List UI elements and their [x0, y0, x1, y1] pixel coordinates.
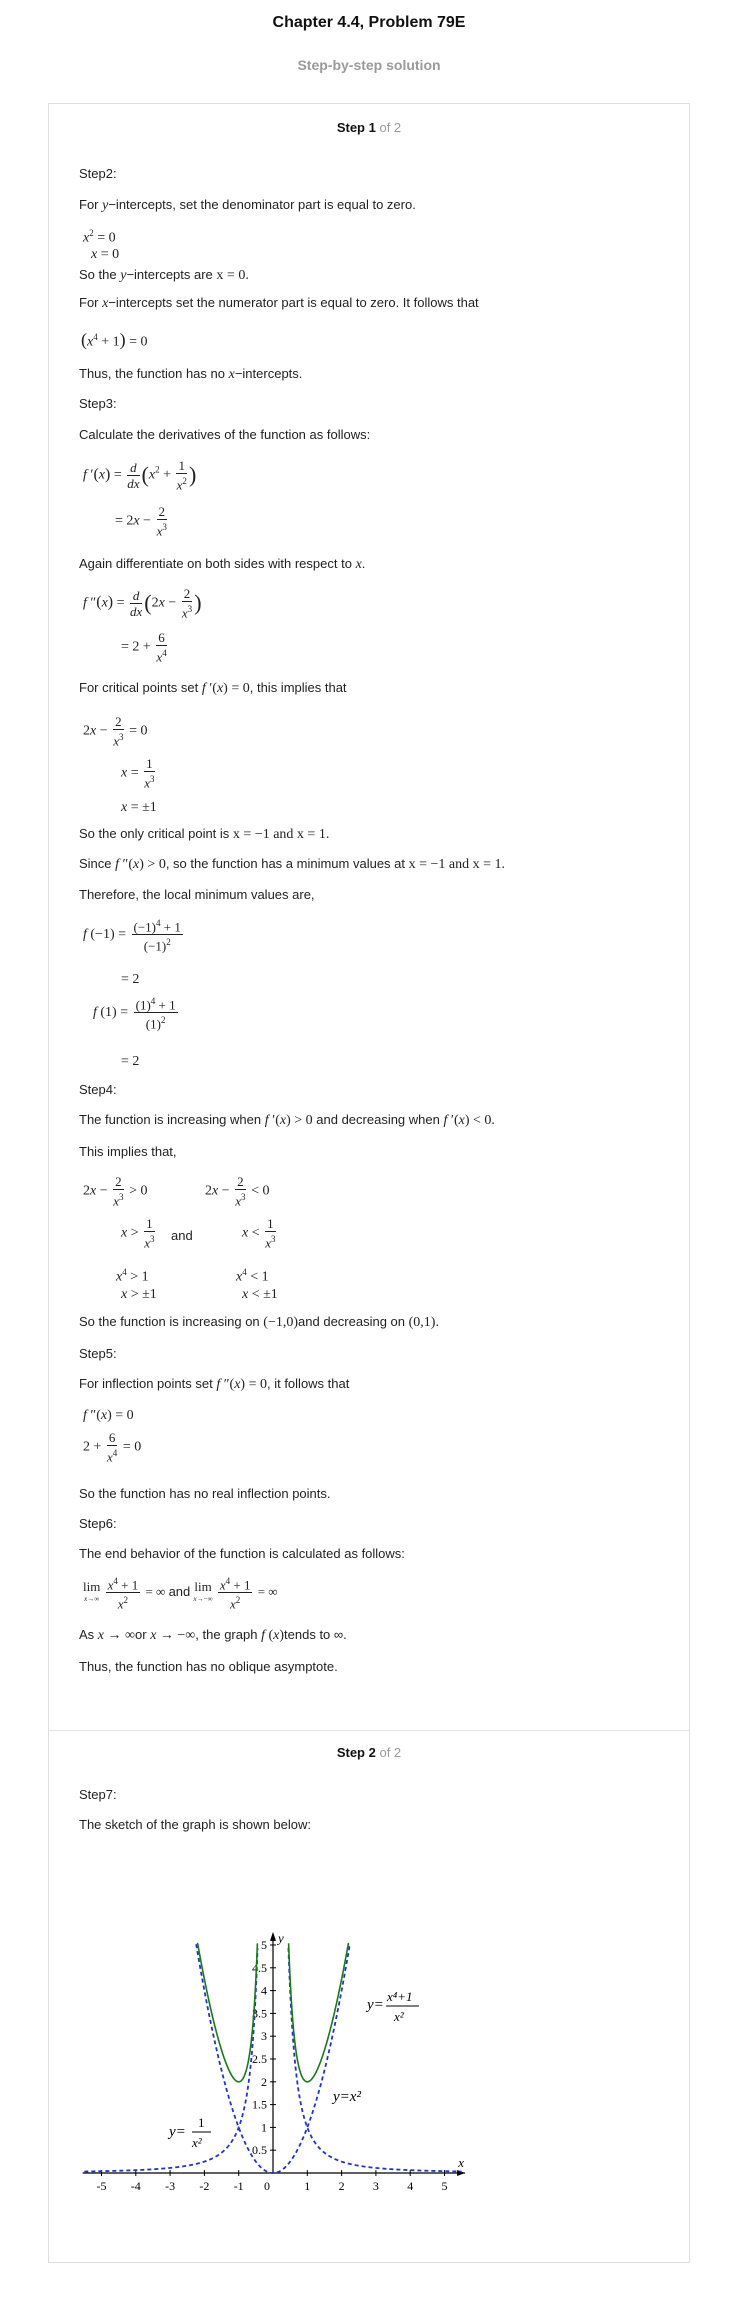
y-tick-label: 1 [261, 2120, 267, 2135]
eq-limits: lim x→∞ $\frac{x^4 + 1}{x^2}$ = ∞ and lim x→−∞ $\frac{x^4 + 1}{x^2}$ = ∞ [83, 1576, 278, 1612]
var-y: y [120, 268, 127, 283]
x-tick-label: 1 [304, 2179, 311, 2193]
text: and decreasing when [316, 1112, 440, 1127]
eq-ineq-right-2: x < $\frac{1}{x^3}$ [242, 1216, 276, 1251]
and-word: and [171, 1228, 193, 1243]
step-2-label: Step 2 [336, 1745, 376, 1760]
increasing-condition [79, 1112, 495, 1129]
text: Since [79, 856, 112, 871]
step-1-label: Step 1 [336, 120, 376, 135]
text: For [79, 295, 99, 310]
var-x: x [102, 296, 109, 311]
math: f ′(x) > 0 [264, 1113, 313, 1128]
step5-heading: Step5: [79, 1346, 117, 1361]
annotation-x-squared: y=x² [333, 2089, 361, 2105]
text: The function is increasing when [79, 1112, 262, 1127]
math: x → −∞ [150, 1628, 196, 1643]
y-tick-label: 5 [261, 1938, 267, 1952]
math: x = −1 and x = 1. [408, 857, 506, 872]
step-2-card [48, 1730, 690, 2263]
var-x: x [355, 557, 362, 572]
text: For [79, 197, 99, 212]
text: , the graph [195, 1627, 258, 1642]
step-1-header [49, 120, 689, 135]
x-tick-label: 4 [407, 2179, 414, 2193]
text: As [79, 1627, 95, 1642]
text: So the only critical point is [79, 826, 230, 841]
calc-derivatives-text: Calculate the derivatives of the function as follows: [79, 427, 371, 442]
eq-ineq-right-4: x < ±1 [242, 1287, 278, 1302]
eq-inflection-1: f ″(x) = 0 [83, 1408, 134, 1423]
critical-points-instruction [79, 680, 347, 697]
y-tick-label: 2.5 [252, 2052, 267, 2066]
eq-numerator-zero: $(x^4 + 1) = 0$ [81, 329, 148, 350]
annotation-f-prefix: y= [367, 1997, 384, 2013]
x-tick-label: -1 [233, 2179, 244, 2193]
eq-f-minus-1-result: = 2 [121, 972, 140, 987]
text: For critical points set [79, 680, 199, 695]
text: tends to ∞. [284, 1627, 347, 1642]
page-title: Chapter 4.4, Problem 79E [272, 14, 466, 31]
no-inflection-points: So the function has no real inflection points. [79, 1486, 331, 1501]
math: (0,1). [408, 1315, 439, 1330]
y-tick-label: 3.5 [252, 2006, 267, 2021]
x-tick-label: 3 [372, 2179, 379, 2193]
text: Thus, the function has no [79, 366, 225, 381]
series-f-left [198, 1943, 258, 2082]
inflection-instruction [79, 1376, 349, 1393]
text: , so the function has a minimum values at [165, 856, 406, 871]
text: For inflection points set [79, 1376, 213, 1391]
text: or [135, 1627, 147, 1642]
end-behavior-text: The end behavior of the function is calculated as follows: [79, 1546, 405, 1561]
text: −intercepts, set the denominator part is equal to zero. [108, 197, 416, 212]
eq-ineq-left-4: x > ±1 [121, 1287, 157, 1302]
math: (−1,0) [263, 1315, 299, 1330]
eq-f-minus-1: f (−1) = $\frac{(-1)^4 + 1}{(-1)^2}$ [83, 918, 181, 954]
x-intercept-instruction [79, 295, 479, 312]
sketch-text: The sketch of the graph is shown below: [79, 1817, 311, 1832]
text: , it follows that [266, 1376, 350, 1391]
x-tick-label: 0 [264, 2179, 270, 2193]
eq-second-derivative-result: = 2 + $\frac{6}{x^4}$ [121, 630, 167, 665]
step4-heading: Step4: [79, 1082, 117, 1097]
eq-ineq-left-1: 2x − $\frac{2}{x^3}$ > 0 [83, 1174, 148, 1209]
step-1-of: of 2 [379, 120, 402, 135]
eq-ineq-right-3: $x^4 < 1$ [236, 1267, 269, 1285]
eq-x-squared-zero: $x^2 = 0$ [83, 228, 116, 246]
x-tick-label: -5 [96, 2179, 107, 2193]
annotation-f-numerator: x⁴+1 [387, 1989, 413, 2004]
step-1-card [48, 103, 690, 1732]
eq-first-derivative-result: = 2x − $\frac{2}{x^3}$ [115, 504, 167, 539]
annotation-inverse-numerator: 1 [198, 2115, 205, 2130]
step3-heading: Step3: [79, 396, 117, 411]
text: , this implies that [249, 680, 347, 695]
function-graph [49, 1831, 689, 2261]
eq-inflection-2: 2 + $\frac{6}{x^4}$ = 0 [83, 1430, 142, 1465]
series-inverse-x-squared-right [288, 1948, 461, 2172]
math: f ″(x) > 0 [115, 857, 166, 872]
y-tick-label: 4 [261, 1983, 267, 1998]
implies-text: This implies that, [79, 1144, 177, 1159]
var-y: y [102, 198, 109, 213]
step7-heading: Step7: [79, 1787, 117, 1802]
eq-f-1-result: = 2 [121, 1054, 140, 1069]
math: f ″(x) = 0 [216, 1377, 267, 1392]
math: x = 0. [216, 268, 249, 283]
step-2-header [49, 1745, 689, 1760]
y-intercept-instruction [79, 197, 416, 214]
step2-heading: Step2: [79, 166, 117, 181]
eq-first-derivative: f ′(x) = $\frac{d}{dx}$ ($x^2$ + $\frac{1}{x^2}$ ) [83, 458, 197, 493]
annotation-inverse-denominator: x² [192, 2135, 202, 2150]
no-x-intercepts [79, 366, 302, 383]
eq-ineq-left-2: x > $\frac{1}{x^3}$ [121, 1216, 155, 1251]
x-axis-label: x [458, 2155, 465, 2170]
math: f (x) [261, 1628, 285, 1643]
page-subtitle: Step-by-step solution [297, 57, 441, 73]
since-second-derivative [79, 856, 505, 873]
y-tick-label: 4.5 [252, 1960, 267, 1975]
text: −intercepts. [234, 366, 303, 381]
annotation-inverse-prefix: y= [169, 2124, 186, 2140]
text: −intercepts are [126, 267, 213, 282]
x-tick-label: -2 [199, 2179, 210, 2193]
y-tick-label: 2 [261, 2074, 267, 2089]
text: and decreasing on [298, 1314, 406, 1329]
x-tick-label: 2 [338, 2179, 345, 2193]
y-tick-label: 3 [261, 2029, 267, 2044]
y-axis-arrow [270, 1932, 276, 1941]
step6-heading: Step6: [79, 1516, 117, 1531]
y-tick-label: 1.5 [252, 2097, 267, 2112]
x-tick-label: -4 [130, 2179, 141, 2193]
only-critical-point [79, 826, 329, 843]
annotation-f-denominator: x² [394, 2009, 404, 2024]
step-2-of: of 2 [379, 1745, 402, 1760]
text: −intercepts set the numerator part is equal to zero. It follows that [108, 295, 479, 310]
x-tick-label: -3 [165, 2179, 176, 2193]
y-intercept-result [79, 267, 249, 284]
math: f ′(x) < 0. [443, 1113, 495, 1128]
no-oblique-asymptote: Thus, the function has no oblique asymptote. [79, 1659, 338, 1674]
eq-ineq-right-1: 2x − $\frac{2}{x^3}$ < 0 [205, 1174, 270, 1209]
var-x: x [228, 367, 235, 382]
eq-second-derivative: f ″(x) = $\frac{d}{dx}$ (2x − $\frac{2}{x^3}$ ) [83, 586, 202, 621]
x-tick-label: 5 [441, 2179, 448, 2193]
eq-critical-1: 2x − $\frac{2}{x^3}$ = 0 [83, 714, 148, 749]
eq-critical-2: x = $\frac{1}{x^3}$ [121, 756, 155, 791]
text: So the [79, 267, 117, 282]
math: x → ∞ [97, 1628, 135, 1643]
eq-x-zero: x = 0 [91, 247, 120, 262]
y-tick-label: 0.5 [252, 2143, 267, 2158]
series-f-right [289, 1943, 349, 2082]
as-x-tends [79, 1627, 347, 1644]
eq-ineq-left-3: $x^4 > 1$ [116, 1267, 149, 1285]
text: Again differentiate on both sides with respect to [79, 556, 352, 571]
math: f ′(x) = 0 [201, 681, 250, 696]
eq-f-1: f (1) = $\frac{(1)^4 + 1}{(1)^2}$ [93, 996, 176, 1032]
increasing-intervals [79, 1314, 439, 1331]
eq-critical-3: x = ±1 [121, 800, 157, 815]
y-axis-label: y [278, 1930, 284, 1946]
therefore-text: Therefore, the local minimum values are, [79, 887, 315, 902]
text: So the function is increasing on [79, 1314, 260, 1329]
again-differentiate: Again differentiate on both sides with respect to x. [79, 556, 366, 572]
math: x = −1 and x = 1. [232, 827, 330, 842]
